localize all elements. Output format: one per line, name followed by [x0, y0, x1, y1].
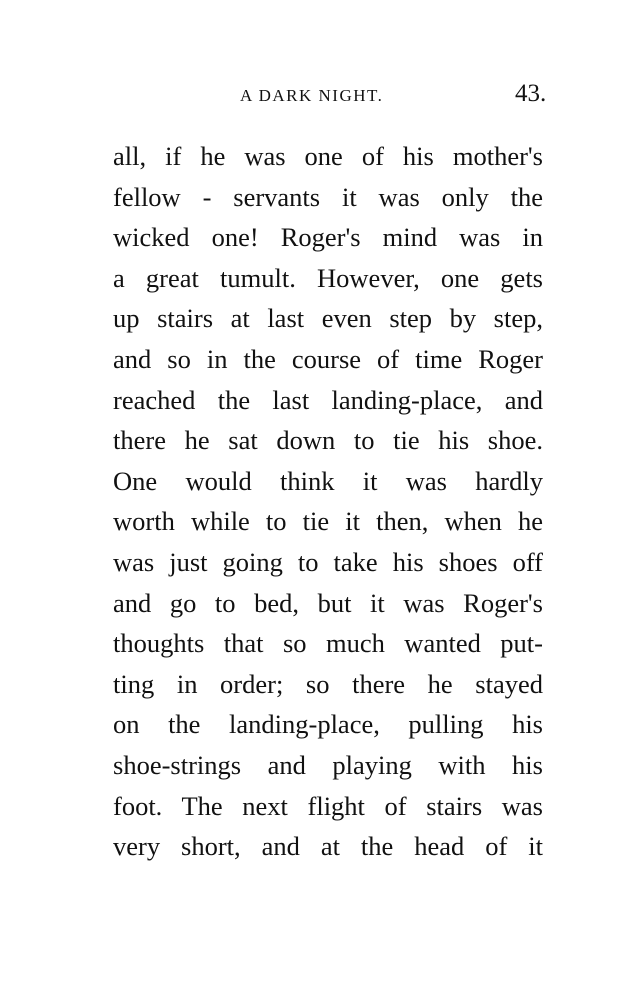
text-line: ting in order; so there he stayed: [113, 668, 543, 699]
text-line: all, if he was one of his mother's: [113, 141, 543, 171]
text-line: there he sat down to tie his shoe.: [113, 425, 543, 456]
text-line: thoughts that so much wanted put-: [113, 628, 543, 659]
body-text: [113, 136, 543, 867]
text-line: shoe-strings and playing with his: [113, 749, 543, 780]
text-line: foot. The next flight of stairs was: [113, 790, 543, 821]
text-line: a great tumult. However, one gets: [113, 262, 543, 293]
text-line: and go to bed, but it was Roger's: [113, 587, 543, 618]
text-line: fellow - servants it was only the: [113, 181, 543, 212]
text-line: worth while to tie it then, when he: [113, 506, 543, 537]
page-number: 43.: [515, 80, 547, 107]
text-line: was just going to take his shoes off: [113, 546, 543, 577]
text-line: and so in the course of time Roger: [113, 343, 543, 374]
text-line: on the landing-place, pulling his: [113, 709, 543, 740]
text-line: One would think it was hardly: [113, 465, 543, 496]
text-line: reached the last landing-place, and: [113, 384, 543, 415]
text-line: up stairs at last even step by step,: [113, 303, 543, 334]
text-line: wicked one! Roger's mind was in: [113, 222, 543, 253]
chapter-title: A DARK NIGHT.: [240, 86, 384, 105]
text-line: very short, and at the head of it: [113, 831, 543, 862]
running-head: [0, 80, 633, 110]
